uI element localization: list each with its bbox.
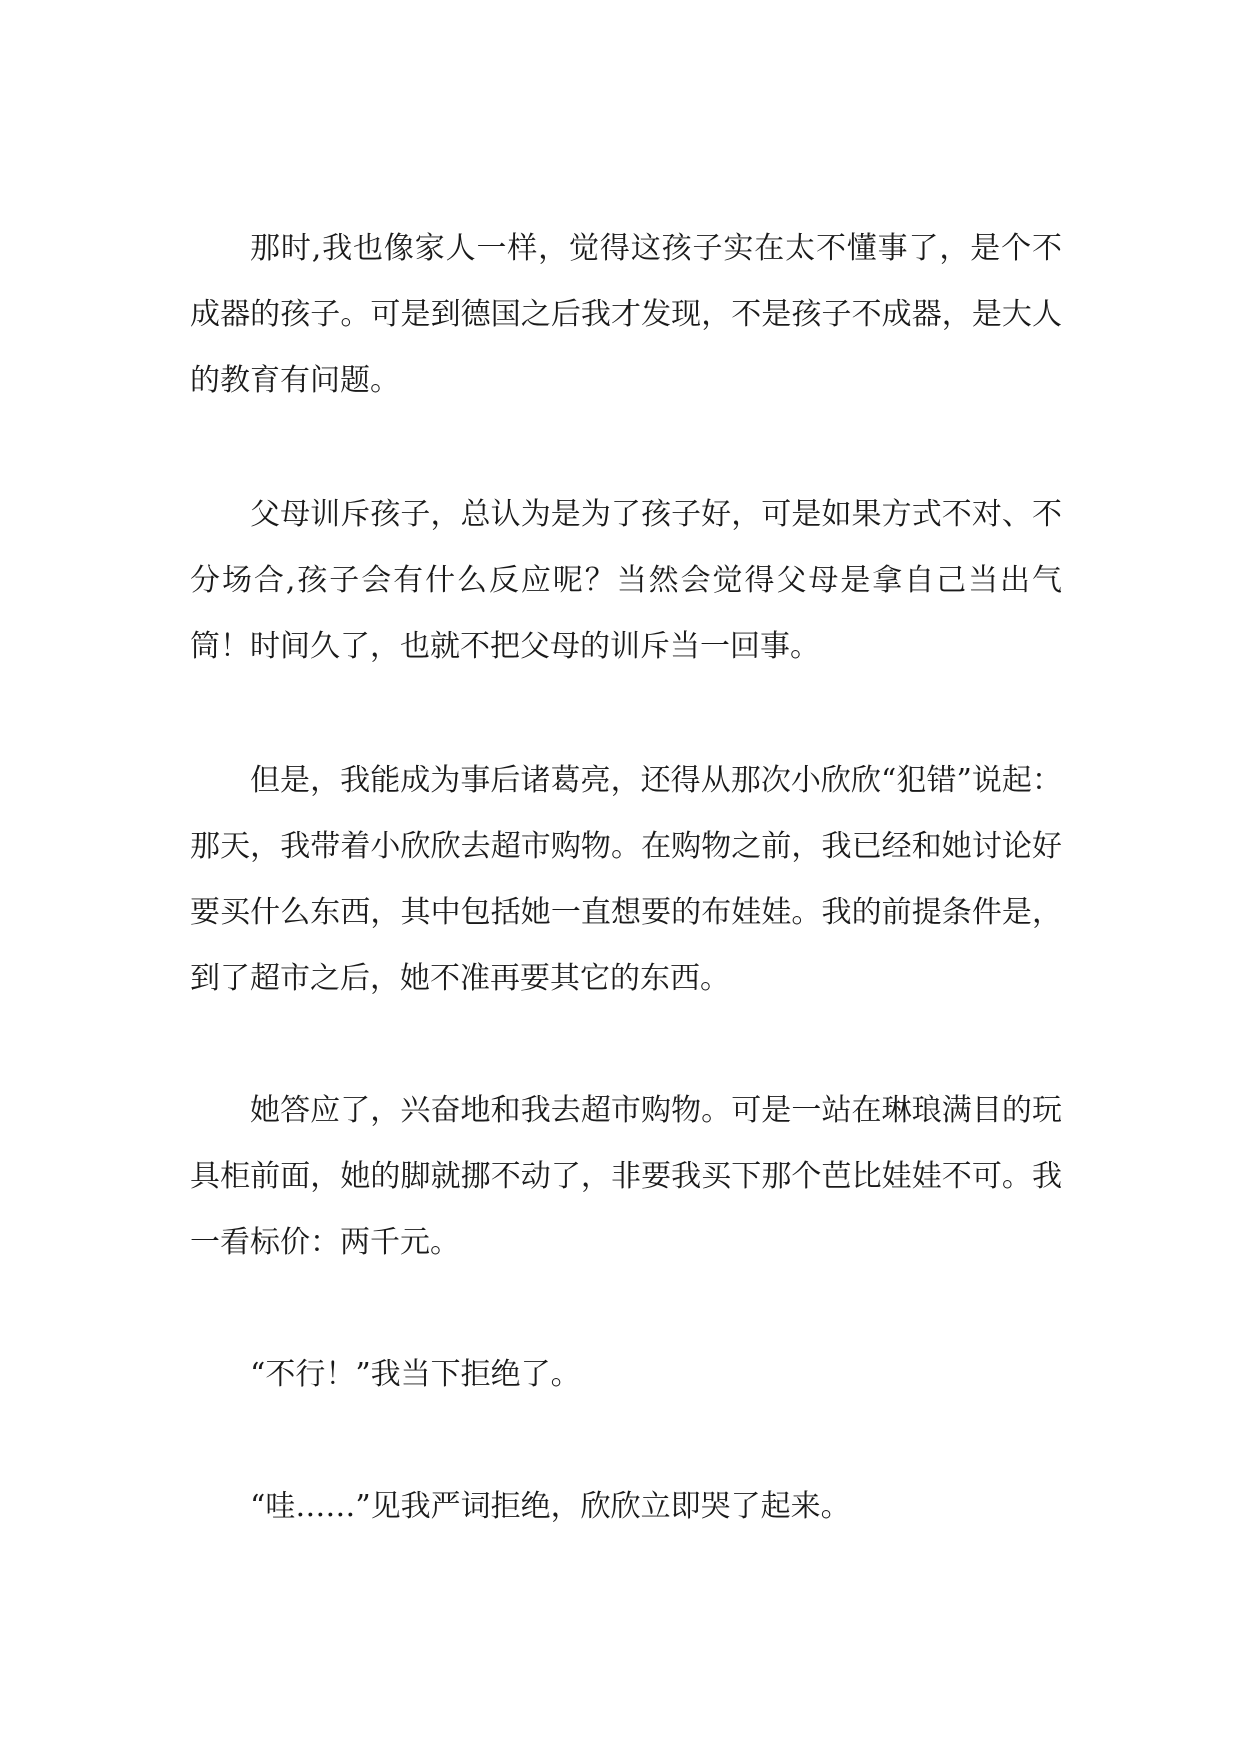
paragraph-3: 但是，我能成为事后诸葛亮，还得从那次小欣欣“犯错”说起：那天，我带着小欣欣去超市购物。在购物之前，我已经和她讨论好要买什么东西，其中包括她一直想要的布娃娃。我的前提条件是，到了超市之后，她不准再要其它的东西。: [190, 763, 1062, 996]
paragraph-4: 她答应了，兴奋地和我去超市购物。可是一站在琳琅满目的玩具柜前面，她的脚就挪不动了，非要我买下那个芭比娃娃不可。我一看标价：两千元。: [190, 1093, 1062, 1260]
paragraph-6: “哇……”见我严词拒绝，欣欣立即哭了起来。: [250, 1489, 851, 1524]
paragraph-2: 父母训斥孩子，总认为是为了孩子好，可是如果方式不对、不分场合,孩子会有什么反应呢？当然会觉得父母是拿自己当出气筒！时间久了，也就不把父母的训斥当一回事。: [190, 497, 1062, 664]
paragraph-5: “不行！”我当下拒绝了。: [250, 1357, 581, 1392]
paragraph-1: 那时,我也像家人一样，觉得这孩子实在太不懂事了，是个不成器的孩子。可是到德国之后我才发现，不是孩子不成器，是大人的教育有问题。: [190, 231, 1062, 398]
